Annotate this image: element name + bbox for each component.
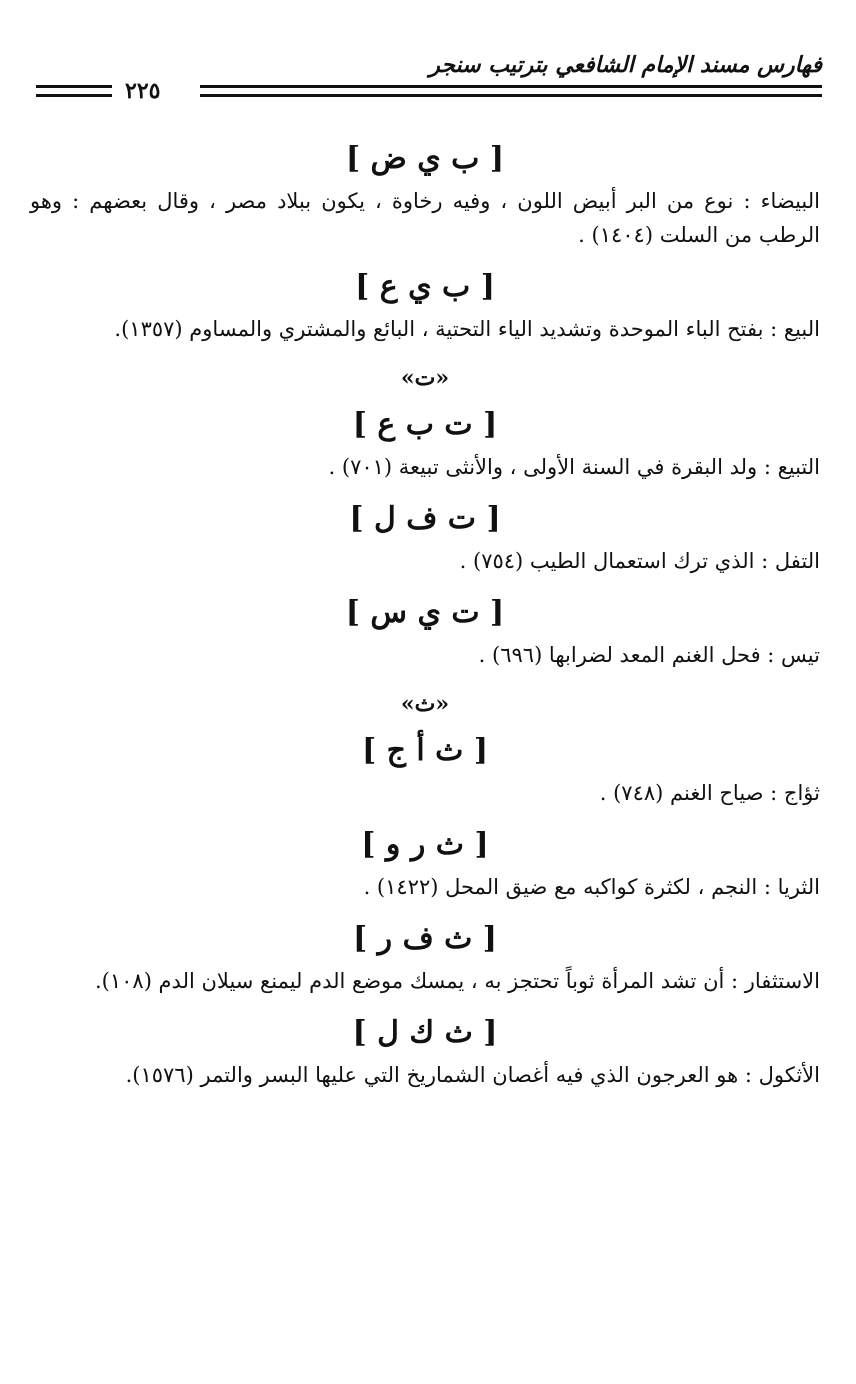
page-number: ٢٢٥	[125, 78, 161, 104]
letter-heading: «ث»	[400, 691, 450, 717]
header-rule	[200, 85, 822, 88]
glossary-entry: البيضاء : نوع من البر أبيض اللون ، وفيه رخاوة ، يكون ببلاد مصر ، وقال بعضهم : وهو الرطب من السلت (١٤٠٤) .	[30, 189, 820, 247]
glossary-entry: البيع : بفتح الباء الموحدة وتشديد الياء التحتية ، البائع والمشتري والمساوم (١٣٥٧).	[114, 317, 820, 341]
glossary-entry: التبيع : ولد البقرة في السنة الأولى ، والأنثى تبيعة (٧٠١) .	[328, 455, 820, 479]
root-heading: [ ت ب ع ]	[352, 407, 498, 442]
glossary-entry: الاستثفار : أن تشد المرأة ثوباً تحتجز به ، يمسك موضع الدم ليمنع سيلان الدم (١٠٨).	[94, 969, 820, 993]
letter-heading: «ت»	[400, 365, 450, 391]
root-heading: [ ث ف ر ]	[353, 921, 497, 956]
glossary-entry: تيس : فحل الغنم المعد لضرابها (٦٩٦) .	[478, 643, 820, 667]
glossary-content	[30, 134, 820, 1102]
root-heading: [ ث أ ج ]	[361, 733, 489, 768]
glossary-entry: الأثكول : هو العرجون الذي فيه أغصان الشماريخ التي عليها البسر والتمر (١٥٧٦).	[125, 1063, 820, 1087]
running-title: فهارس مسند الإمام الشافعي بترتيب سنجر	[429, 52, 822, 78]
page-header	[30, 52, 822, 106]
root-heading: [ ث ك ل ]	[352, 1015, 498, 1050]
root-heading: [ ت ي س ]	[345, 595, 505, 630]
root-heading: [ ب ي ض ]	[345, 141, 505, 176]
glossary-entry: التفل : الذي ترك استعمال الطيب (٧٥٤) .	[459, 549, 820, 573]
glossary-entry: ثؤاج : صياح الغنم (٧٤٨) .	[599, 781, 820, 805]
header-rule	[36, 94, 112, 97]
glossary-entry: الثريا : النجم ، لكثرة كواكبه مع ضيق المحل (١٤٢٢) .	[363, 875, 820, 899]
root-heading: [ ب ي ع ]	[355, 269, 495, 304]
header-rule	[200, 94, 822, 97]
header-rule	[36, 85, 112, 88]
root-heading: [ ت ف ل ]	[349, 501, 501, 536]
root-heading: [ ث ر و ]	[361, 827, 489, 862]
